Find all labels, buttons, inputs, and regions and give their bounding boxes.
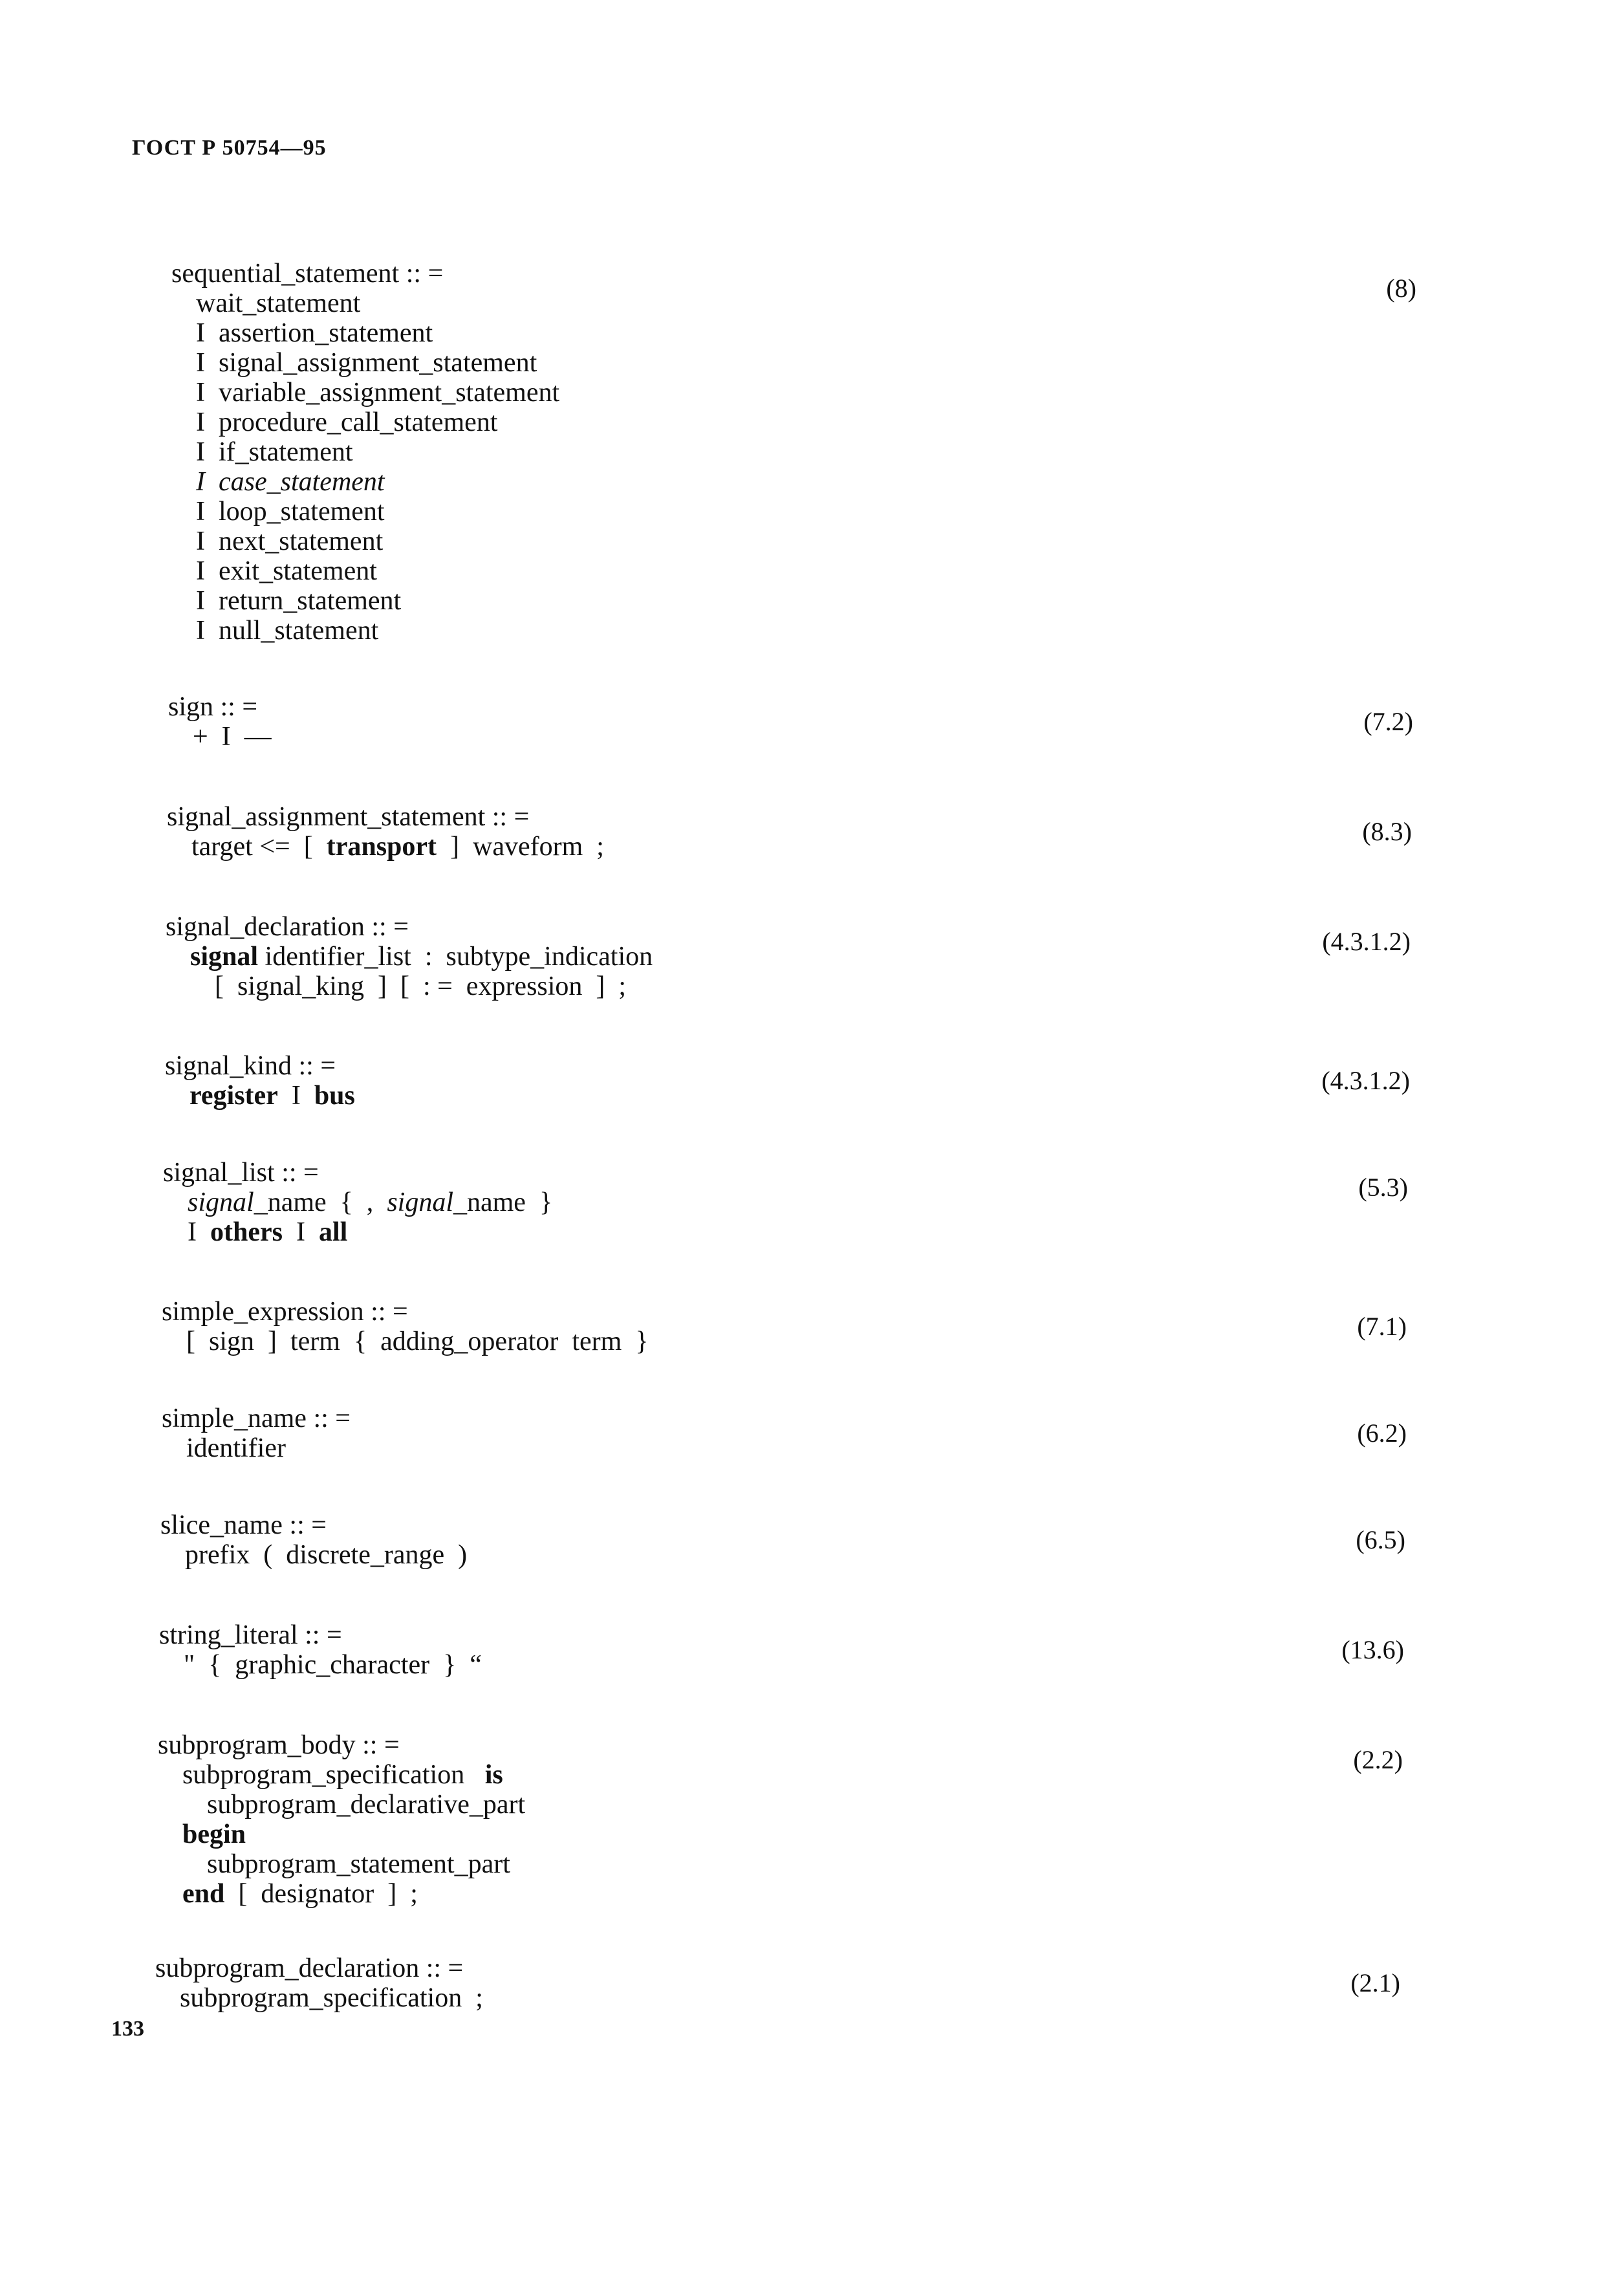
document-header: ГОСТ Р 50754—95	[132, 136, 327, 160]
grammar-rule	[160, 1510, 1519, 1570]
rule-text: subprogram_declarative_part	[207, 1790, 526, 1820]
rule-line	[158, 1760, 1516, 1790]
rule-heading	[163, 1158, 1521, 1188]
rule-text: I	[282, 1217, 319, 1247]
rule-text: wait_statement	[196, 288, 361, 318]
assign-symbol: :: =	[485, 802, 530, 832]
rule-text: I signal_assignment_statement	[196, 348, 537, 378]
grammar-rule	[166, 912, 1524, 1001]
italic-prefix: signal	[387, 1188, 453, 1217]
rule-heading	[162, 1404, 1520, 1433]
section-reference: (8.3)	[1362, 817, 1412, 846]
assign-symbol: :: =	[298, 1620, 342, 1650]
section-reference: (5.3)	[1358, 1173, 1408, 1202]
rule-text: I procedure_call_statement	[196, 408, 498, 437]
rule-line	[155, 1983, 1513, 2013]
rule-text: I	[277, 1081, 314, 1111]
rule-line	[171, 616, 1530, 646]
grammar-rule	[162, 1297, 1520, 1356]
rule-text: [ designator ] ;	[224, 1879, 418, 1909]
rule-name: sequential_statement	[171, 259, 400, 288]
grammar-rule	[163, 1158, 1521, 1247]
rule-heading	[165, 1051, 1523, 1081]
rule-heading	[168, 692, 1526, 722]
keyword: others	[210, 1217, 283, 1247]
rule-line	[171, 467, 1530, 497]
rule-line	[171, 556, 1530, 586]
rule-text: I next_statement	[196, 527, 384, 556]
rule-line	[171, 437, 1530, 467]
assign-symbol: :: =	[364, 912, 409, 942]
rule-line	[163, 1217, 1521, 1247]
assign-symbol: :: =	[399, 259, 444, 288]
grammar-rule	[159, 1620, 1517, 1680]
section-reference: (6.2)	[1357, 1418, 1407, 1448]
rule-line	[171, 527, 1530, 556]
grammar-rule	[168, 692, 1526, 752]
rule-name: sign	[168, 692, 214, 722]
section-reference: (4.3.1.2)	[1321, 1066, 1410, 1095]
rule-line	[171, 408, 1530, 437]
section-reference: (4.3.1.2)	[1322, 927, 1411, 956]
section-reference: (2.1)	[1350, 1968, 1400, 1997]
grammar-rule	[167, 802, 1525, 862]
rule-name: slice_name	[160, 1510, 283, 1540]
rule-heading	[158, 1730, 1516, 1760]
rule-name: subprogram_declaration	[155, 1953, 420, 1983]
rule-line	[171, 288, 1530, 318]
assign-symbol: :: =	[274, 1158, 319, 1188]
rule-name: signal_declaration	[166, 912, 365, 942]
rule-line	[171, 378, 1530, 408]
section-reference: (2.2)	[1353, 1745, 1403, 1774]
rule-line	[158, 1849, 1516, 1879]
grammar-rule	[165, 1051, 1523, 1111]
rule-line	[166, 942, 1524, 972]
keyword: register	[189, 1081, 278, 1111]
section-reference: (6.5)	[1356, 1525, 1405, 1554]
rule-text: identifier_list : subtype_indication	[258, 942, 653, 972]
rule-name: signal_kind	[165, 1051, 292, 1081]
keyword: begin	[182, 1820, 246, 1849]
grammar-rule	[158, 1730, 1516, 1909]
italic-prefix: signal	[188, 1188, 254, 1217]
rule-text: [ signal_king ] [ : = expression ] ;	[215, 972, 627, 1001]
rule-text: _name { ,	[254, 1188, 387, 1217]
rule-text: I loop_statement	[196, 497, 385, 527]
rule-text: subprogram_statement_part	[207, 1849, 510, 1879]
rule-line	[163, 1188, 1521, 1217]
rule-text: prefix ( discrete_range )	[185, 1540, 468, 1570]
rule-line	[158, 1879, 1516, 1909]
rule-text: I	[188, 1217, 210, 1247]
keyword: end	[182, 1879, 225, 1909]
keyword: all	[318, 1217, 348, 1247]
rule-line	[165, 1081, 1523, 1111]
rule-text: identifier	[186, 1433, 286, 1463]
rule-name: subprogram_body	[158, 1730, 356, 1760]
keyword: transport	[326, 832, 437, 862]
assign-symbol: :: =	[292, 1051, 336, 1081]
rule-text: _name }	[453, 1188, 553, 1217]
italic-prefix: I case_statement	[196, 467, 385, 497]
rule-line	[171, 318, 1530, 348]
rule-text: ] waveform ;	[437, 832, 604, 862]
rule-text: + I —	[193, 722, 272, 752]
rule-text: target <= [	[191, 832, 327, 862]
rule-text: I assertion_statement	[196, 318, 433, 348]
rule-line	[167, 832, 1525, 862]
rule-line	[162, 1433, 1520, 1463]
rule-heading	[160, 1510, 1519, 1540]
section-reference: (7.1)	[1357, 1312, 1407, 1341]
rule-line	[171, 497, 1530, 527]
assign-symbol: :: =	[213, 692, 258, 722]
rule-text: subprogram_specification ;	[180, 1983, 483, 2013]
rule-heading	[162, 1297, 1520, 1327]
keyword: signal	[190, 942, 259, 972]
keyword: bus	[314, 1081, 355, 1111]
rule-text: subprogram_specification	[182, 1760, 485, 1790]
rule-line	[168, 722, 1526, 752]
section-reference: (7.2)	[1363, 707, 1413, 736]
rule-name: signal_list	[163, 1158, 275, 1188]
grammar-rule	[171, 259, 1530, 646]
section-reference: (8)	[1386, 274, 1416, 303]
rule-text: " { graphic_character } “	[184, 1650, 482, 1680]
rule-text: I null_statement	[196, 616, 379, 646]
rule-text: I variable_assignment_statement	[196, 378, 560, 408]
rule-heading	[166, 912, 1524, 942]
rule-text: [ sign ] term { adding_operator term }	[186, 1327, 649, 1356]
rule-text: I return_statement	[196, 586, 402, 616]
rule-text: I if_statement	[196, 437, 353, 467]
section-reference: (13.6)	[1341, 1635, 1404, 1664]
rule-line	[171, 586, 1530, 616]
assign-symbol: :: =	[419, 1953, 464, 1983]
rule-heading	[167, 802, 1525, 832]
assign-symbol: :: =	[355, 1730, 400, 1760]
keyword: is	[484, 1760, 503, 1790]
rule-line	[158, 1790, 1516, 1820]
rule-name: signal_assignment_statement	[167, 802, 486, 832]
rule-line	[171, 348, 1530, 378]
page-number: 133	[111, 2017, 144, 2041]
assign-symbol: :: =	[363, 1297, 408, 1327]
rule-name: simple_name	[162, 1404, 307, 1433]
rule-text: I exit_statement	[196, 556, 377, 586]
rule-heading	[171, 259, 1530, 288]
rule-line	[166, 972, 1524, 1001]
assign-symbol: :: =	[306, 1404, 351, 1433]
rule-line	[158, 1820, 1516, 1849]
rule-line	[162, 1327, 1520, 1356]
assign-symbol: :: =	[282, 1510, 327, 1540]
grammar-rule	[155, 1953, 1513, 2013]
grammar-rule	[162, 1404, 1520, 1463]
rule-line	[159, 1650, 1517, 1680]
rule-name: simple_expression	[162, 1297, 364, 1327]
rule-heading	[155, 1953, 1513, 1983]
rule-name: string_literal	[159, 1620, 298, 1650]
rule-line	[160, 1540, 1519, 1570]
rule-heading	[159, 1620, 1517, 1650]
